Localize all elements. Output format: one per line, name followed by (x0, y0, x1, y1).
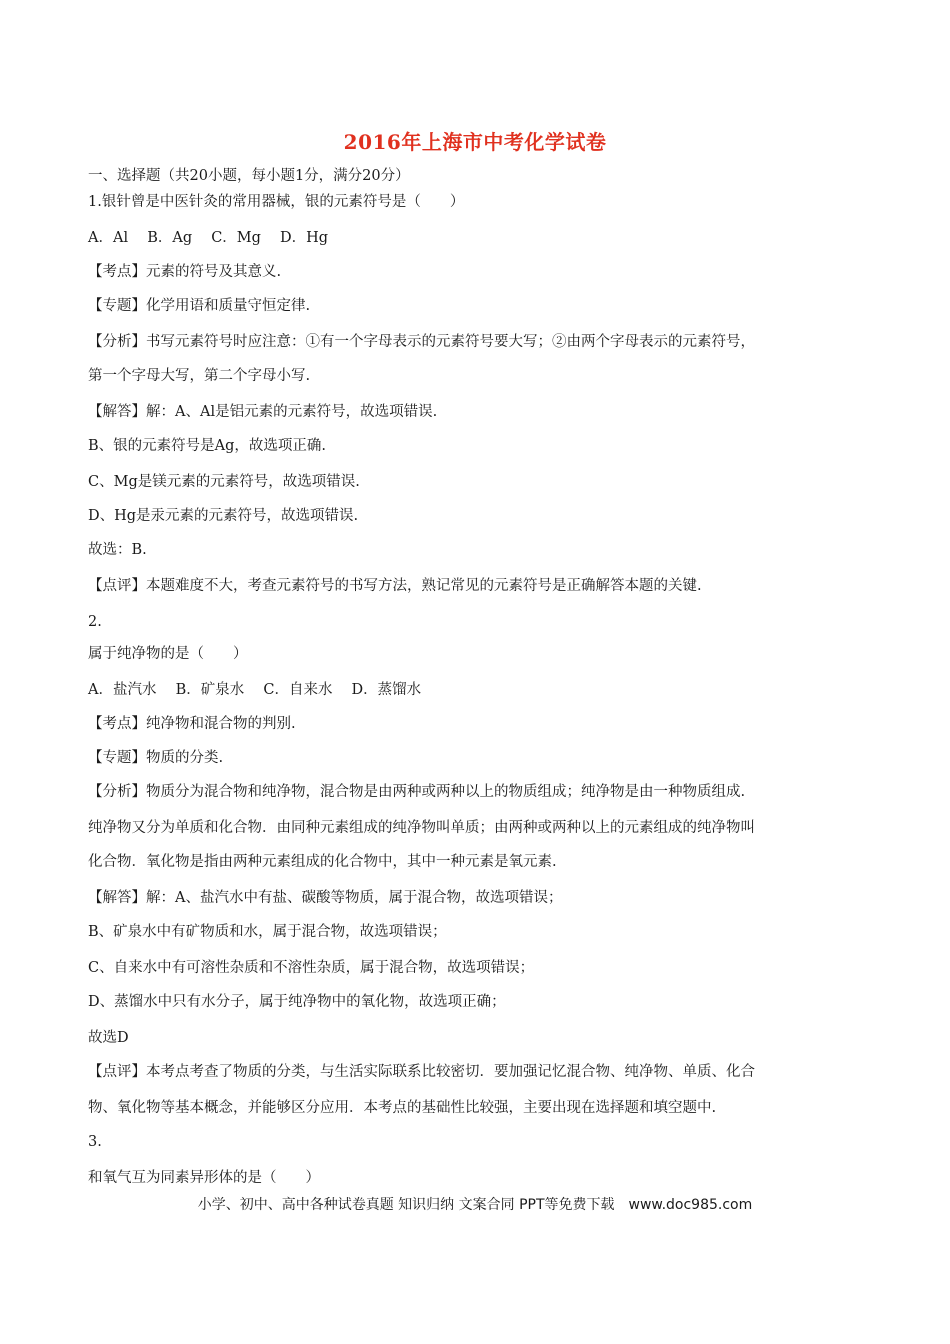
question-2-number: 2. (88, 614, 102, 630)
section-heading: 一、选择题（共20小题，每小题1分，满分20分） (88, 168, 410, 184)
question-2-jieda-b: B、矿泉水中有矿物质和水，属于混合物，故选项错误； (88, 924, 447, 940)
question-2-stem: 属于纯净物的是（ ） (88, 646, 248, 662)
question-1-fenxi: 【分析】书写元素符号时应注意：①有一个字母表示的元素符号要大写；②由两个字母表示的元素符号， (88, 334, 755, 350)
question-1-stem: 1.银针曾是中医针灸的常用器械，银的元素符号是（ ） (88, 194, 465, 210)
question-1-dianping: 【点评】本题难度不大，考查元素符号的书写方法，熟记常见的元素符号是正确解答本题的关键. (88, 578, 702, 594)
question-3-number: 3. (88, 1134, 102, 1150)
question-1-options: A．Al B．Ag C．Mg D．Hg (88, 230, 329, 246)
question-2-options: A．盐汽水 B．矿泉水 C．自来水 D．蒸馏水 (88, 682, 422, 698)
question-2-jieda-d: D、蒸馏水中只有水分子，属于纯净物中的氧化物，故选项正确； (88, 994, 506, 1010)
question-2-zhuanti: 【专题】物质的分类. (88, 750, 224, 766)
question-2-dianping: 【点评】本考点考查了物质的分类，与生活实际联系比较密切．要加强记忆混合物、纯净物、单质、化合 (88, 1064, 755, 1080)
question-2-dianping-cont: 物、氧化物等基本概念，并能够区分应用．本考点的基础性比较强，主要出现在选择题和填空题中. (88, 1100, 717, 1116)
question-1-zhuanti: 【专题】化学用语和质量守恒定律. (88, 298, 311, 314)
question-1-fenxi-cont: 第一个字母大写，第二个字母小写. (88, 368, 311, 384)
question-2-jieda: 【解答】解：A、盐汽水中有盐、碳酸等物质，属于混合物，故选项错误； (88, 890, 563, 906)
question-1-jieda-b: B、银的元素符号是Ag，故选项正确. (88, 438, 327, 454)
question-2-fenxi-cont-2: 化合物．氧化物是指由两种元素组成的化合物中，其中一种元素是氧元素. (88, 854, 557, 870)
question-2-fenxi-cont-1: 纯净物又分为单质和化合物．由同种元素组成的纯净物叫单质；由两种或两种以上的元素组成的纯净物叫 (88, 820, 755, 836)
question-1-kaodian: 【考点】元素的符号及其意义. (88, 264, 282, 280)
question-1-jieda: 【解答】解：A、Al是铝元素的元素符号，故选项错误. (88, 404, 438, 420)
page-title: 2016年上海市中考化学试卷 (343, 130, 607, 154)
question-2-kaodian: 【考点】纯净物和混合物的判别. (88, 716, 296, 732)
footer-watermark: 小学、初中、高中各种试卷真题 知识归纳 文案合同 PPT等免费下载 www.doc985.com (197, 1197, 753, 1213)
question-1-answer: 故选：B. (88, 542, 147, 558)
question-2-answer: 故选D (88, 1030, 129, 1046)
question-2-jieda-c: C、自来水中有可溶性杂质和不溶性杂质，属于混合物，故选项错误； (88, 960, 535, 976)
question-2-fenxi: 【分析】物质分为混合物和纯净物，混合物是由两种或两种以上的物质组成；纯净物是由一种物质组成. (88, 784, 746, 800)
question-1-jieda-d: D、Hg是汞元素的元素符号，故选项错误. (88, 508, 359, 524)
question-3-stem: 和氧气互为同素异形体的是（ ） (88, 1170, 320, 1186)
question-1-jieda-c: C、Mg是镁元素的元素符号，故选项错误. (88, 474, 360, 490)
